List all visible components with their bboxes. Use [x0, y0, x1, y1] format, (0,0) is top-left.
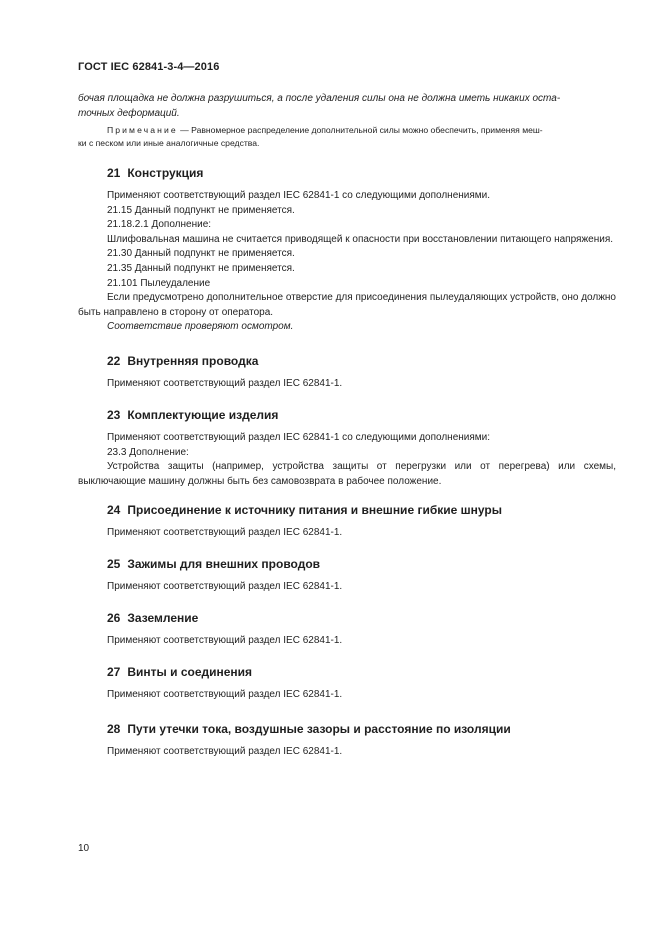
section-title: Винты и соединения — [127, 665, 253, 679]
paragraph: Применяют соответствующий раздел IEC 62841-1. — [107, 689, 343, 700]
paragraph: 21.35 Данный подпункт не применяется. — [107, 262, 295, 274]
document-header: ГОСТ IEC 62841-3-4—2016 — [78, 61, 220, 73]
section-number: 26 — [107, 611, 121, 625]
paragraph: Если предусмотрено дополнительное отверстие для присоединения пылеудаляющих устройств, оно должно быть направлено в сторону от оператора. — [78, 292, 616, 318]
paragraph: Применяют соответствующий раздел IEC 62841-1 со следующими дополнениями: — [107, 432, 491, 443]
section-number: 21 — [107, 166, 121, 180]
section-25-body — [78, 580, 616, 595]
section-heading-26 — [107, 611, 198, 625]
section-title: Зажимы для внешних проводов — [127, 557, 321, 571]
continuation-text — [78, 92, 616, 121]
section-heading-24 — [107, 503, 502, 517]
paragraph: Применяют соответствующий раздел IEC 62841-1 со следующими дополнениями. — [107, 190, 491, 201]
section-heading-27 — [107, 665, 252, 679]
paragraph: 21.18.2.1 Дополнение: — [107, 219, 212, 231]
section-number: 22 — [107, 354, 121, 368]
paragraph: Применяют соответствующий раздел IEC 62841-1. — [107, 746, 343, 757]
note — [78, 124, 616, 150]
section-number: 28 — [107, 722, 121, 736]
paragraph: 21.30 Данный подпункт не применяется. — [107, 248, 295, 260]
section-title: Внутренняя проводка — [127, 354, 259, 368]
section-title: Пути утечки тока, воздушные зазоры и расстояние по изоляции — [127, 722, 511, 736]
section-heading-22 — [107, 354, 258, 368]
paragraph: Применяют соответствующий раздел IEC 62841-1. — [107, 581, 343, 592]
section-heading-23 — [107, 408, 278, 422]
paragraph: 23.3 Дополнение: — [107, 446, 189, 458]
continuation-line-2: точных деформаций. — [78, 107, 180, 119]
paragraph: Устройства защиты (например, устройства защиты от перегрузки или от перегрева) или схемы, выключающие машину должны быть без самовозврата в рабочее положение. — [78, 461, 616, 487]
paragraph: Шлифовальная машина не считается приводящей к опасности при восстановлении питающего напряжения. — [107, 233, 614, 245]
section-heading-28 — [107, 722, 511, 736]
page-number: 10 — [78, 843, 90, 854]
paragraph: 21.101 Пылеудаление — [107, 277, 211, 289]
section-21-body — [78, 189, 616, 335]
section-24-body — [78, 526, 616, 541]
section-title: Присоединение к источнику питания и внешние гибкие шнуры — [127, 503, 502, 517]
paragraph: Применяют соответствующий раздел IEC 62841-1. — [107, 378, 343, 389]
paragraph: Соответствие проверяют осмотром. — [107, 321, 294, 333]
section-title: Комплектующие изделия — [127, 408, 279, 422]
note-line-2: ки с песком или иные аналогичные средства. — [78, 138, 260, 148]
section-27-body — [78, 688, 616, 703]
section-28-body — [78, 745, 616, 760]
paragraph: 21.15 Данный подпункт не применяется. — [107, 204, 295, 216]
section-title: Конструкция — [127, 166, 204, 180]
section-26-body — [78, 634, 616, 649]
section-22-body — [78, 377, 616, 392]
continuation-line-1: бочая площадка не должна разрушиться, а после удаления силы она не должна иметь никаких оста- — [78, 93, 561, 104]
paragraph: Применяют соответствующий раздел IEC 62841-1. — [107, 527, 343, 538]
paragraph: Применяют соответствующий раздел IEC 62841-1. — [107, 635, 343, 646]
section-heading-21 — [107, 166, 203, 180]
section-number: 24 — [107, 503, 121, 517]
note-line-1: — Равномерное распределение дополнительной силы можно обеспечить, применяя меш- — [177, 125, 543, 135]
section-number: 23 — [107, 408, 121, 422]
section-title: Заземление — [127, 611, 199, 625]
section-heading-25 — [107, 557, 320, 571]
section-23-body — [78, 431, 616, 489]
note-label: Примечание — [107, 125, 178, 135]
section-number: 25 — [107, 557, 121, 571]
section-number: 27 — [107, 665, 121, 679]
